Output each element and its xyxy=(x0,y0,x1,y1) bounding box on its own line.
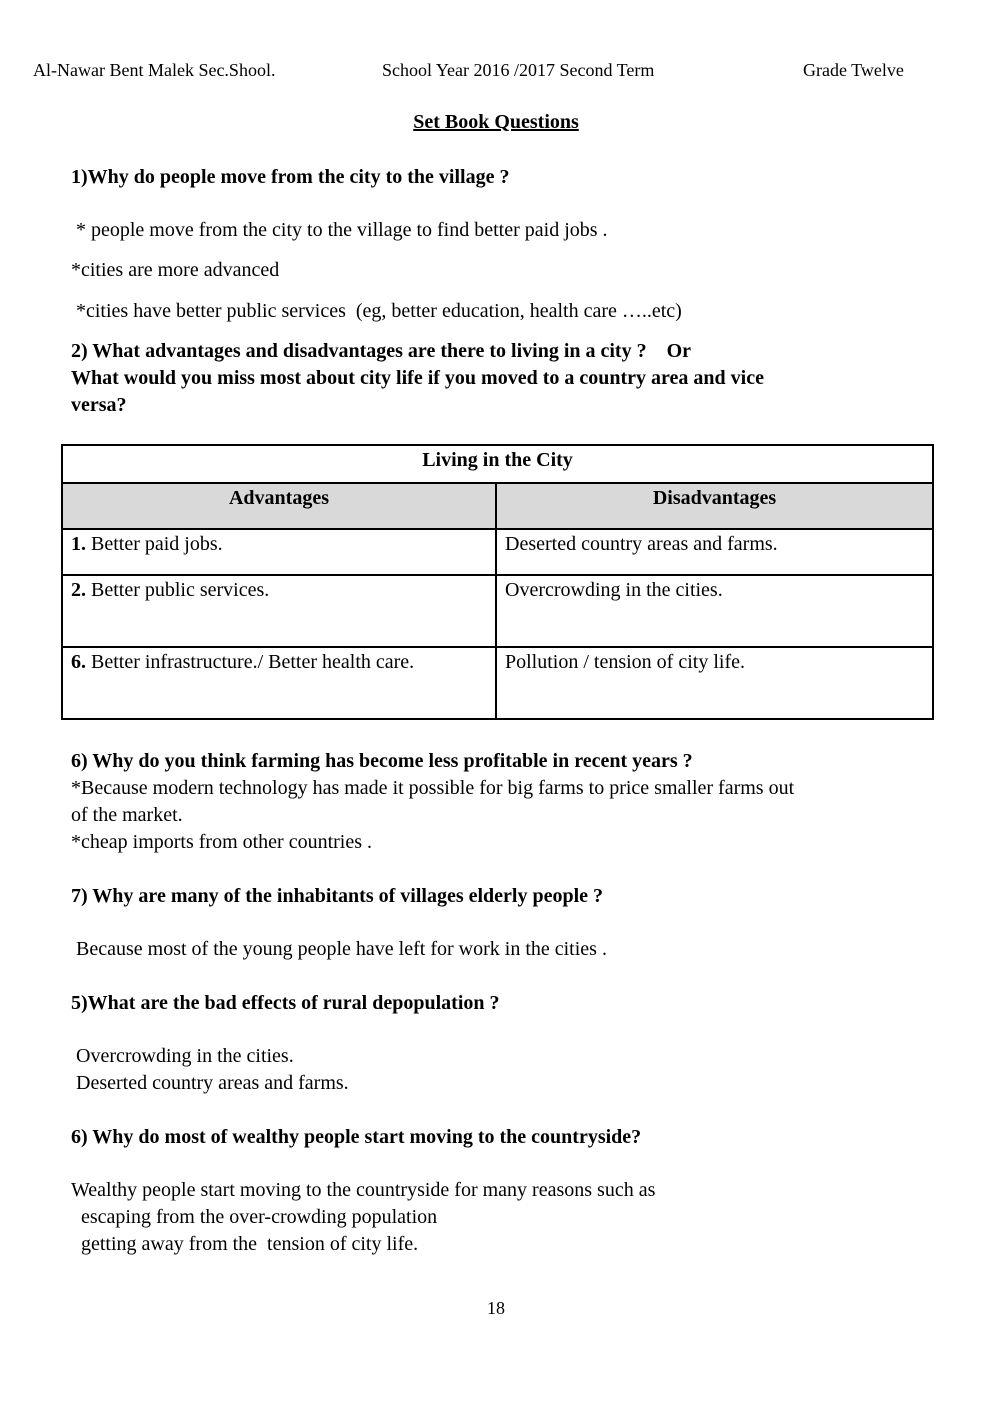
advantage-text: Better public services. xyxy=(86,579,270,601)
table-title: Living in the City xyxy=(62,445,933,483)
q6-wealthy-answer-2: escaping from the over-crowding population xyxy=(71,1206,438,1228)
row-number: 6. xyxy=(71,651,86,673)
city-living-table xyxy=(61,444,934,720)
q1-answer-3: *cities have better public services (eg, better education, health care …..etc) xyxy=(71,300,682,322)
q5-answer-2: Deserted country areas and farms. xyxy=(71,1072,349,1094)
q6-wealthy-answer-1: Wealthy people start moving to the countryside for many reasons such as xyxy=(71,1179,656,1201)
question-6-wealthy: 6) Why do most of wealthy people start moving to the countryside? xyxy=(71,1126,642,1148)
table-header-disadvantages: Disadvantages xyxy=(496,483,933,529)
table-row xyxy=(62,575,933,647)
q1-answer-1: * people move from the city to the village to find better paid jobs . xyxy=(71,219,608,241)
question-2-line-1: 2) What advantages and disadvantages are there to living in a city ? Or xyxy=(71,340,692,362)
advantage-text: Better infrastructure./ Better health care. xyxy=(86,651,415,673)
question-6-farming: 6) Why do you think farming has become less profitable in recent years ? xyxy=(71,750,693,772)
header-school: Al-Nawar Bent Malek Sec.Shool. xyxy=(33,60,276,80)
question-2-line-3: versa? xyxy=(71,394,127,416)
page-title: Set Book Questions xyxy=(413,111,579,133)
q6-farming-answer-2: of the market. xyxy=(71,804,183,826)
q1-answer-2: *cities are more advanced xyxy=(71,259,280,281)
q6-farming-answer-1: *Because modern technology has made it possible for big farms to price smaller farms out xyxy=(71,777,795,799)
question-2-line-2: What would you miss most about city life if you moved to a country area and vice xyxy=(71,367,764,389)
q7-answer: Because most of the young people have left for work in the cities . xyxy=(71,938,607,960)
disadvantage-cell: Overcrowding in the cities. xyxy=(496,575,933,647)
header-school-year: School Year 2016 /2017 Second Term xyxy=(382,60,655,80)
row-number: 1. xyxy=(71,533,86,555)
disadvantage-cell: Deserted country areas and farms. xyxy=(496,529,933,575)
row-number: 2. xyxy=(71,579,86,601)
advantage-cell xyxy=(62,529,496,575)
disadvantage-cell: Pollution / tension of city life. xyxy=(496,647,933,719)
header-grade: Grade Twelve xyxy=(803,60,904,80)
question-1: 1)Why do people move from the city to the village ? xyxy=(71,166,510,188)
table-row xyxy=(62,647,933,719)
table-header-advantages: Advantages xyxy=(62,483,496,529)
question-7: 7) Why are many of the inhabitants of villages elderly people ? xyxy=(71,885,604,907)
table-row xyxy=(62,529,933,575)
question-5: 5)What are the bad effects of rural depopulation ? xyxy=(71,992,500,1014)
q5-answer-1: Overcrowding in the cities. xyxy=(71,1045,294,1067)
q6-farming-answer-3: *cheap imports from other countries . xyxy=(71,831,373,853)
advantage-cell xyxy=(62,647,496,719)
advantage-cell xyxy=(62,575,496,647)
page-number: 18 xyxy=(487,1298,505,1318)
q6-wealthy-answer-3: getting away from the tension of city life. xyxy=(71,1233,419,1255)
advantage-text: Better paid jobs. xyxy=(86,533,223,555)
